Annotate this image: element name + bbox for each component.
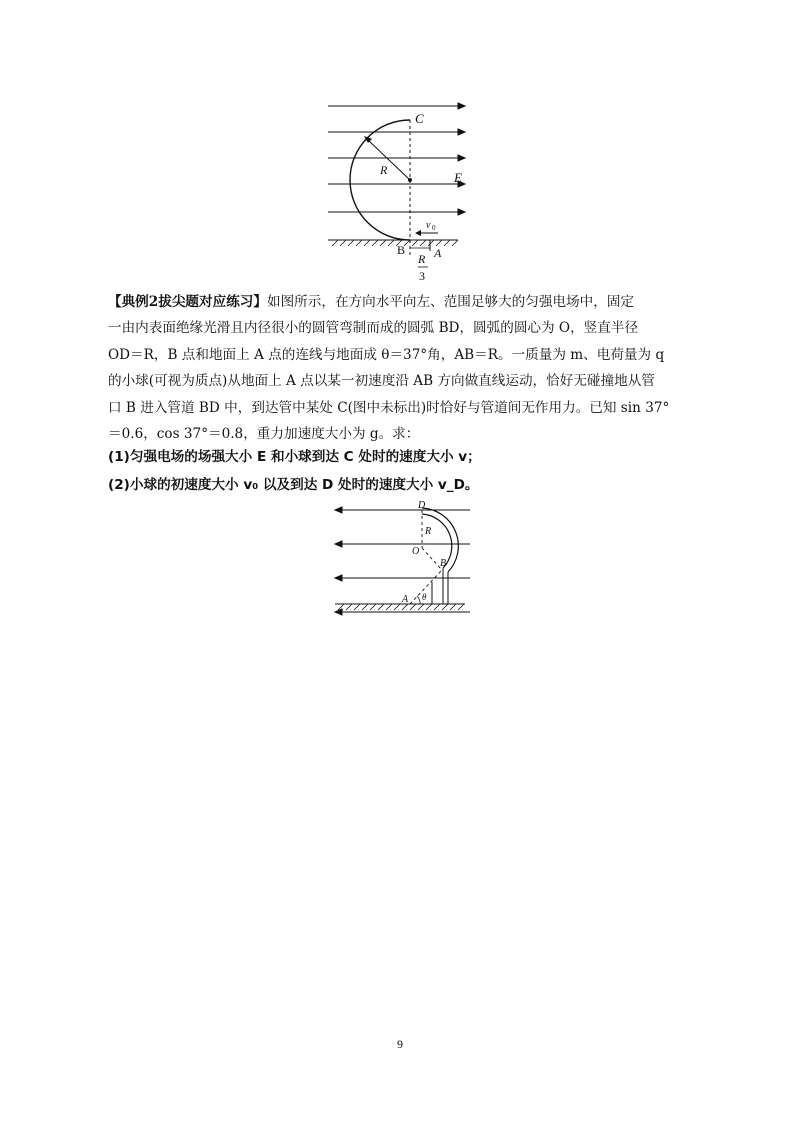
label-o: O [412,546,420,557]
problem-line-4: 的小球(可视为质点)从地面上 A 点以某一初速度沿 AB 方向做直线运动，恰好无碰撞地从管 [108,373,655,390]
label-a: A [434,246,442,260]
label-b2: B [440,558,447,569]
question-1: (1)匀强电场的场强大小 E 和小球到达 C 处时的速度大小 v； [108,449,481,465]
question-2: (2)小球的初速度大小 v₀ 以及到达 D 处时的速度大小 v_D。 [108,477,479,493]
label-frac-den: 3 [419,269,425,283]
figure-2-diagram [330,496,480,622]
problem-line-1: 【典例2拔尖题对应练习】如图所示，在方向水平向左、范围足够大的匀强电场中，固定 [108,294,635,310]
label-r: R [380,163,388,177]
page-number: 9 [397,1037,403,1051]
figure-1-diagram [318,96,478,286]
label-c: C [415,111,424,126]
label-theta: θ [422,592,427,602]
label-v0: v [426,220,431,231]
label-b: B [397,243,406,257]
label-v0-sub: 0 [432,224,436,232]
label-r2: R [425,526,432,537]
figure-2 [330,496,480,622]
problem-line-6: ＝0.6，cos 37°＝0.8，重力加速度大小为 g。求： [108,426,420,443]
label-a2: A [402,594,409,605]
problem-line-3: OD＝R，B 点和地面上 A 点的连线与地面成 θ＝37°角，AB＝R。一质量为 m、电荷量为 q [108,346,665,363]
problem-line-5: 口 B 进入管道 BD 中，到达管中某处 C(图中未标出)时恰好与管道间无作用力。已知 sin 37° [108,399,670,416]
label-d: D [418,500,426,511]
figure-1 [318,96,478,286]
problem-text [108,289,698,447]
problem-heading: 【典例2拔尖题对应练习】 [108,294,267,310]
problem-line-2: 一由内表面绝缘光滑且内径很小的圆管弯制而成的圆弧 BD，圆弧的圆心为 O，竖直半径 [108,320,639,337]
label-frac-num: R [418,252,426,266]
label-e: E [454,170,462,185]
